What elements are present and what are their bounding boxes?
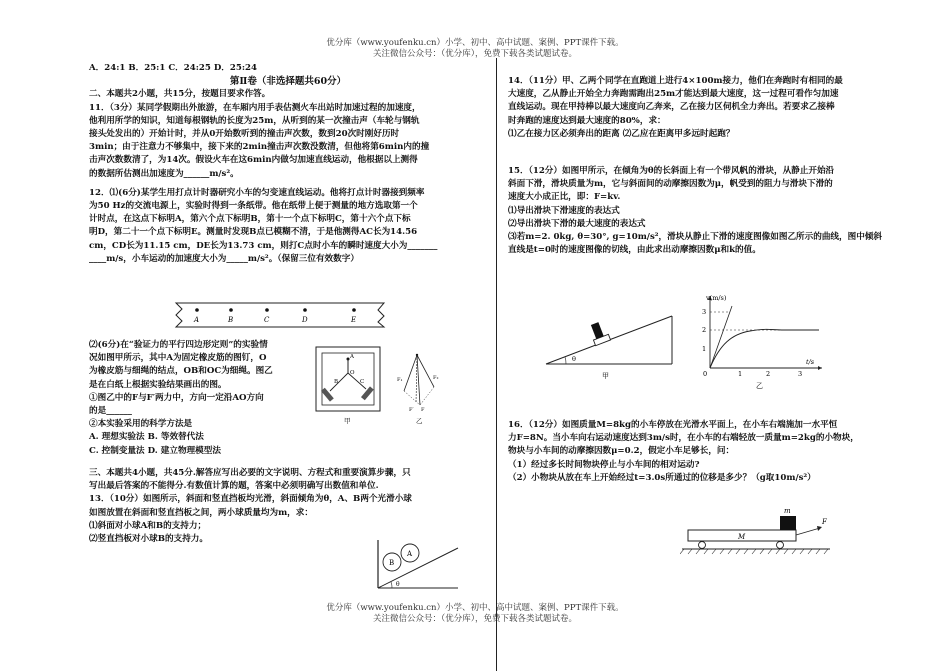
- q11-line: 11．（3分）某同学假期出外旅游，在车厢内用手表估测火车出站时加速过程的加速度，: [89, 102, 421, 113]
- question-12-part-2: [89, 339, 319, 458]
- q13-line: ⑴斜面对小球A和B的支持力；: [89, 520, 207, 531]
- q12-line: 计时点，在这点下标明A，第六个点下标明B，第十一个点下标明C，第十六个点下标: [89, 214, 411, 225]
- q15-line: 直线是t=0时的速度图像的切线，由此求出动摩擦因数μ和k的值。: [508, 245, 761, 256]
- question-15: [508, 165, 888, 257]
- q13-line: 13．（10分）如图所示，斜面和竖直挡板均光滑，斜面倾角为θ，A、B两个光滑小球: [89, 494, 412, 505]
- q12b-line: ②本实验采用的科学方法是: [89, 419, 193, 430]
- q12b-line: A. 理想实验法 B. 等效替代法: [89, 432, 204, 443]
- section-three-line: 三、本题共4小题，共45分.解答应写出必要的文字说明、方程式和重要演算步骤，只: [89, 468, 411, 478]
- fig-caption-jia: 甲: [602, 372, 609, 380]
- ytick-2: 2: [702, 326, 707, 334]
- q16-line: 16．（12分）如图质量M=8kg的小车停放在光滑水平面上，在小车右端施加一水平恒: [508, 420, 838, 430]
- q14-line: 大速度，乙从静止开始全力奔跑需跑出25m才能达到最大速度，这一过程可看作匀加速: [508, 89, 839, 100]
- q10-options: A．24:1 B．25:1 C．24:25 D．25:24: [89, 63, 257, 73]
- q11-line: 的数据所估测出加速度为______m/s²。: [89, 168, 239, 179]
- question-14: [508, 75, 888, 141]
- velocity-time-chart: [694, 292, 829, 392]
- q12-line: ____m/s，小车运动的加速度大小为_____m/s²。（保留三位有效数字）: [89, 253, 359, 264]
- tape-label-c: C: [264, 316, 270, 324]
- q15-line: 15．（12分）如图甲所示，在倾角为θ的长斜面上有一个带风帆的滑块，从静止开始沿: [508, 166, 835, 177]
- q12b-line: 况如图甲所示，其中A为固定橡皮筋的图钉，O: [89, 353, 267, 364]
- fig-label-o: O: [350, 370, 355, 376]
- q16-line: （1）经过多长时间物块停止与小车间的相对运动?: [508, 459, 700, 470]
- q14-line: ⑴乙在接力区必须奔出的距离 ⑵乙应在距离甲多远时起跑？: [508, 128, 735, 139]
- fig-label-c: C: [360, 379, 365, 385]
- part-two-title: 第Ⅱ卷（非选择题共60分）: [229, 76, 347, 88]
- q13-line: 如图放置在斜面和竖直挡板之间，两小球质量均为m，求：: [89, 507, 313, 518]
- tape-label-e: E: [351, 316, 357, 324]
- header-line-2: 关注微信公众号：（优分库），免费下载各类试题试卷。: [372, 49, 577, 59]
- question-11: [89, 102, 487, 181]
- q16-line: 力F=8N。当小车向右运动速度达到3m/s时，在小车的右端轻放一质量m=2kg的小物块，: [508, 433, 859, 444]
- cart-block-figure: [680, 502, 840, 562]
- xtick-3: 3: [798, 370, 803, 378]
- fig-label-b: B: [334, 379, 339, 385]
- sail-slider-figure: [540, 310, 680, 382]
- question-12: [89, 187, 487, 266]
- y-axis-label: v(m/s): [706, 294, 727, 302]
- tape-label-d: D: [302, 316, 308, 324]
- section-three: [89, 467, 487, 546]
- xtick-1: 1: [738, 370, 743, 378]
- force-label-F: F: [822, 518, 827, 526]
- x-axis-label: t/s: [806, 358, 815, 366]
- fig-label-f-prime: F′: [409, 407, 414, 413]
- q12-line: 明D，第二十一个点下标明E。测量时发现B点已模糊不清，于是他测得AC长为14.56: [89, 227, 418, 238]
- fig-label-f1: F₁: [397, 377, 403, 383]
- block-label-m: m: [784, 507, 791, 515]
- ball-label-a: A: [407, 550, 413, 558]
- section-three-line: 写出最后答案的不能得分.有数值计算的题，答案中必须明确写出数值和单位.: [89, 481, 379, 492]
- angle-label-theta: θ: [396, 581, 400, 588]
- q12b-line: 的是______: [89, 406, 132, 417]
- q15-line: ⑶若m=2. 0kg, θ=30°, g=10m/s²，滑块从静止下滑的速度图像如图乙所示的曲线，图中倾斜: [508, 232, 882, 243]
- fig-caption-yi: 乙: [756, 382, 763, 390]
- force-table-figure: [312, 343, 452, 431]
- q16-line: （2）小物块从放在车上开始经过t=3.0s所通过的位移是多少？（g取10m/s²）: [508, 472, 816, 483]
- q16-line: 物块与小车间的动摩擦因数μ=0.2，假定小车足够长，问：: [508, 446, 735, 457]
- q12-line: cm，CD长为11.15 cm，DE长为13.73 cm，则打C点时小车的瞬时速度大小为_______: [89, 240, 438, 251]
- column-divider: [496, 58, 497, 671]
- q12b-line: ①图乙中的F与F′两力中，方向一定沿AO方向: [89, 392, 264, 403]
- section-two-heading: 二、本题共2小题，共15分，按题目要求作答。: [89, 89, 271, 100]
- q14-line: 14．（11分）甲、乙两个同学在直跑道上进行4×100m接力，他们在奔跑时有相同的最: [508, 76, 843, 86]
- tape-label-b: B: [228, 316, 234, 324]
- left-column: [89, 62, 487, 266]
- fig-caption-yi: 乙: [416, 417, 423, 425]
- ytick-3: 3: [702, 308, 707, 316]
- q15-line: ⑴导出滑块下滑速度的表达式: [508, 205, 620, 216]
- page-footer: [0, 603, 950, 625]
- q15-line: 斜面下滑，滑块质量为m，它与斜面间的动摩擦因数为μ，帆受到的阻力与滑块下滑的: [508, 179, 833, 190]
- q12b-line: 是在白纸上根据实验结果画出的图。: [89, 379, 227, 390]
- paper-tape-figure: [170, 300, 390, 330]
- q12-line: 12．⑴(6分)某学生用打点计时器研究小车的匀变速直线运动。他将打点计时器接到频率: [89, 187, 425, 198]
- page-header: [0, 38, 950, 60]
- q15-line: 速度大小成正比，即：F=kv.: [508, 192, 621, 203]
- q14-line: 直线运动。现在甲持棒以最大速度向乙奔来，乙在接力区伺机全力奔出。若要求乙接棒: [508, 102, 835, 113]
- right-column: [508, 75, 888, 257]
- q12b-line: 为橡皮筋与细绳的结点，OB和OC为细绳。图乙: [89, 366, 273, 377]
- q11-line: 他利用所学的知识，知道每根钢轨的长度为25m，从听到的某一次撞击声（车轮与钢轨: [89, 115, 420, 126]
- q12b-line: C. 控制变量法 D. 建立物理模型法: [89, 445, 221, 456]
- incline-angle-theta: θ: [572, 355, 576, 363]
- fig-label-f: F: [421, 407, 425, 413]
- q15-line: ⑵导出滑块下滑的最大速度的表达式: [508, 218, 646, 229]
- footer-line-1: 优分库（www.youfenku.cn）小学、初中、高中试题、案例、PPT课件下载。: [326, 603, 624, 613]
- q14-line: 时奔跑的速度达到最大速度的80%，求：: [508, 115, 666, 126]
- q11-line: 接头处发出的）开始计时，并从0开始数听到的撞击声次数，数到20次时刚好历时: [89, 129, 400, 140]
- fig-label-f2: F₂: [433, 375, 439, 381]
- q11-line: 击声次数数清了，为14次。假设火车在这6min内做匀加速直线运动，他根据以上测得: [89, 155, 418, 166]
- cart-label-M: M: [738, 533, 746, 541]
- footer-line-2: 关注微信公众号：（优分库），免费下载各类试题试卷。: [372, 614, 577, 624]
- question-16: [508, 419, 888, 485]
- q13-line: ⑵竖直挡板对小球B的支持力。: [89, 534, 208, 545]
- ytick-1: 1: [702, 345, 707, 353]
- origin-label: 0: [703, 370, 708, 378]
- incline-balls-figure: [372, 536, 462, 592]
- q12b-line: ⑵(6分)在“验证力的平行四边形定则”的实验情: [89, 340, 268, 350]
- q12-line: 为50 Hz的交流电源上，实验时得到一条纸带。他在纸带上便于测量的地方选取第一个: [89, 201, 418, 212]
- q11-line: 3min；由于注意力不够集中，接下来的2min撞击声次数没数清，但他将第6min内的撞: [89, 142, 430, 153]
- fig-caption-jia: 甲: [344, 417, 351, 425]
- header-line-1: 优分库（www.youfenku.cn）小学、初中、高中试题、案例、PPT课件下载。: [326, 38, 624, 48]
- fig-label-a: A: [350, 354, 354, 360]
- xtick-2: 2: [766, 370, 771, 378]
- tape-label-a: A: [194, 316, 200, 324]
- ball-label-b: B: [389, 559, 395, 567]
